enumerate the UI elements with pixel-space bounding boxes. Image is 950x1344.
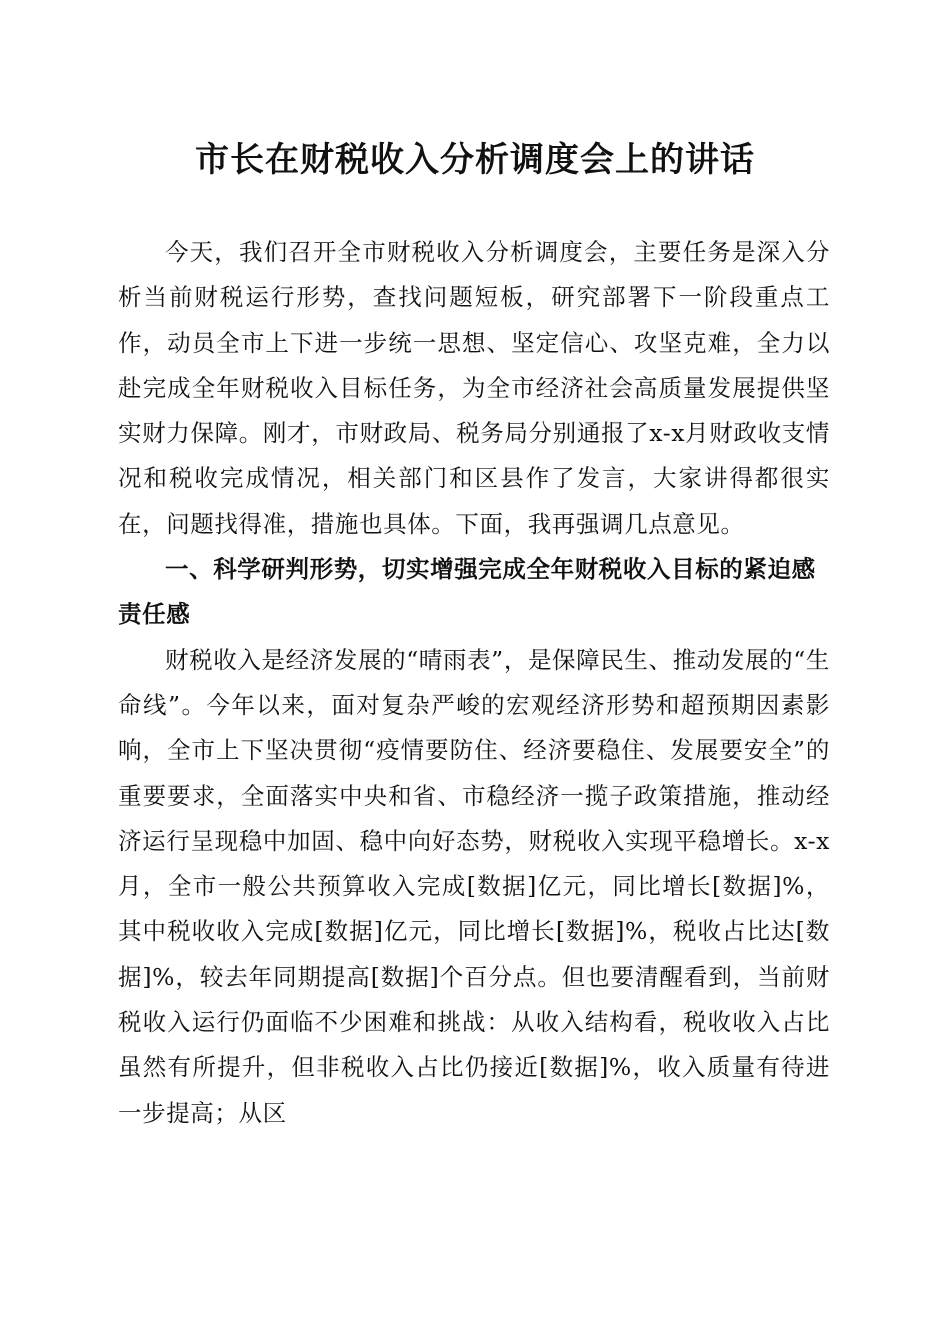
document-body	[118, 230, 830, 1136]
paragraph-section-1: 财税收入是经济发展的“晴雨表”，是保障民生、推动发展的“生命线”。今年以来，面对复杂严峻的宏观经济形势和超预期因素影响，全市上下坚决贯彻“疫情要防住、经济要稳住、发展要安全”的重要要求，全面落实中央和省、市稳经济一揽子政策措施，推动经济运行呈现稳中加固、稳中向好态势，财税收入实现平稳增长。x-x月，全市一般公共预算收入完成[数据]亿元，同比增长[数据]%，其中税收收入完成[数据]亿元，同比增长[数据]%，税收占比达[数据]%，较去年同期提高[数据]个百分点。但也要清醒看到，当前财税收入运行仍面临不少困难和挑战：从收入结构看，税收收入占比虽然有所提升，但非税收入占比仍接近[数据]%，收入质量有待进一步提高；从区	[118, 645, 830, 1127]
paragraph-intro: 今天，我们召开全市财税收入分析调度会，主要任务是深入分析当前财税运行形势，查找问题短板，研究部署下一阶段重点工作，动员全市上下进一步统一思想、坚定信心、攻坚克难，全力以赴完成全年财税收入目标任务，为全市经济社会高质量发展提供坚实财力保障。刚才，市财政局、税务局分别通报了x-x月财政收支情况和税收完成情况，相关部门和区县作了发言，大家讲得都很实在，问题找得准，措施也具体。下面，我再强调几点意见。	[118, 238, 830, 538]
page-title: 市长在财税收入分析调度会上的讲话	[195, 140, 755, 180]
section-heading-1: 一、科学研判形势，切实增强完成全年财税收入目标的紧迫感责任感	[118, 555, 816, 629]
